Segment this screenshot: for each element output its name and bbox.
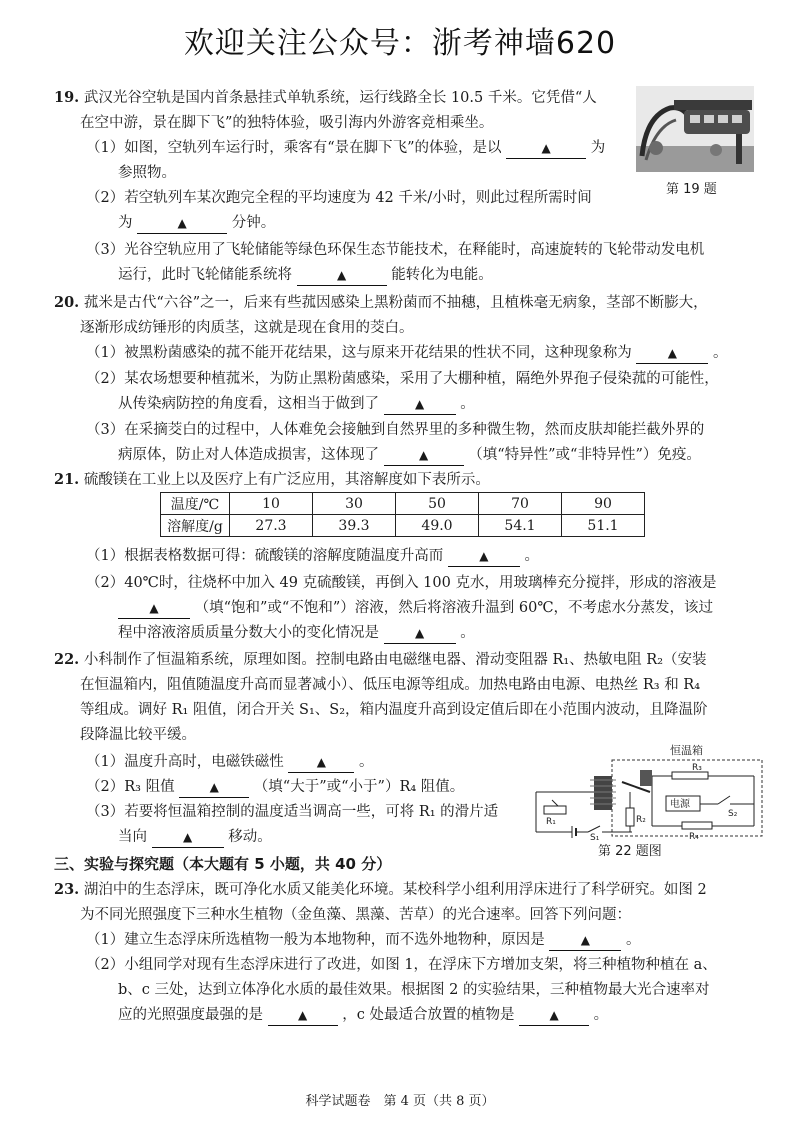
table-header-cell: 溶解度/g (161, 515, 230, 537)
q20-part3: （3）在采摘茭白的过程中，人体难免会接触到自然界里的多种微生物，然而皮肤却能拦截外界的 (86, 422, 705, 438)
q19-line1 (54, 88, 597, 108)
answer-blank[interactable]: ▲ (384, 394, 456, 415)
answer-blank[interactable]: ▲ (384, 623, 456, 644)
q21-part1: （1）根据表格数据可得：硫酸镁的溶解度随温度升高而 ▲ 。 (86, 546, 539, 567)
q19-number: 19. (54, 89, 80, 106)
svg-text:R₁: R₁ (546, 817, 556, 827)
q22-part2: （2）R₃ 阻值 ▲ （填“大于”或“小于”）R₄ 阻值。 (86, 777, 464, 798)
answer-blank[interactable]: ▲ (549, 930, 621, 951)
answer-blank[interactable]: ▲ (506, 138, 586, 159)
q21-part2-cont2: 程中溶液溶质质量分数大小的变化情况是 ▲ 。 (118, 623, 475, 644)
page-footer: 科学试题卷 第 4 页（共 8 页） (305, 1094, 495, 1109)
table-cell: 90 (562, 493, 645, 515)
table-cell: 54.1 (479, 515, 562, 537)
q21-part2: （2）40℃时，往烧杯中加入 49 克硫酸镁，再倒入 100 克水，用玻璃棒充分搅拌，形成的溶液是 (86, 575, 717, 591)
thermostat-circuit-diagram (532, 742, 770, 842)
answer-blank[interactable]: ▲ (519, 1005, 589, 1026)
q19-part3-cont: 运行，此时飞轮储能系统将 ▲ 能转化为电能。 (118, 265, 493, 286)
thermostat-box-label: 恒温箱 (670, 744, 703, 757)
page-header: 欢迎关注公众号：浙考神墙620 (183, 26, 617, 61)
answer-blank[interactable]: ▲ (118, 598, 190, 619)
q22-line4: 段降温比较平缓。 (80, 727, 196, 743)
q23-line2: 为不同光照强度下三种水生植物（金鱼藻、黑藻、苦草）的光合速率。回答下列问题： (80, 907, 631, 923)
q23-part2-cont: b、c 三处，达到立体净化水质的最佳效果。根据图 2 的实验结果，三种植物最大光合速率对 (118, 982, 710, 998)
q23-part1: （1）建立生态浮床所选植物一般为本地物种，而不选外地物种，原因是 ▲ 。 (86, 930, 640, 951)
table-cell: 49.0 (396, 515, 479, 537)
monorail-photo (636, 86, 754, 172)
table-cell: 39.3 (313, 515, 396, 537)
q20-part2: （2）某农场想要种植菰米，为防止黑粉菌感染，采用了大棚种植，隔绝外界孢子侵染菰的可能性， (86, 371, 719, 387)
q22-figure-caption: 第 22 题图 (598, 844, 662, 859)
q19-part2-cont: 为 ▲ 分钟。 (118, 213, 275, 234)
q20-part3-cont: 病原体，防止对人体造成损害，这体现了 ▲ （填“特异性”或“非特异性”）免疫。 (118, 445, 701, 466)
q19-part1-cont: 参照物。 (118, 165, 176, 181)
section-3-heading: 三、实验与探究题（本大题有 5 小题，共 40 分） (54, 855, 392, 873)
q22-part3-cont: 当向 ▲ 移动。 (118, 827, 272, 848)
q20-part2-cont: 从传染病防控的角度看，这相当于做到了 ▲ 。 (118, 394, 475, 415)
q21-part2-cont: ▲ （填“饱和”或“不饱和”）溶液，然后将溶液升温到 60℃，不考虑水分蒸发，该过 (118, 598, 713, 619)
q23-part2: （2）小组同学对现有生态浮床进行了改进，如图 1，在浮床下方增加支架，将三种植物种植在 a、 (86, 957, 717, 973)
svg-text:R₂: R₂ (636, 815, 646, 825)
table-cell: 30 (313, 493, 396, 515)
q19-part1: （1）如图，空轨列车运行时，乘客有“景在脚下飞”的体验，是以 ▲ 为 (86, 138, 605, 159)
q19-text: 武汉光谷空轨是国内首条悬挂式单轨系统，运行线路全长 10.5 千米。它凭借“人 (83, 90, 597, 106)
svg-text:R₄: R₄ (689, 832, 699, 842)
answer-blank[interactable]: ▲ (297, 265, 387, 286)
q19-figure-caption: 第 19 题 (666, 182, 717, 197)
answer-blank[interactable]: ▲ (268, 1005, 338, 1026)
answer-blank[interactable]: ▲ (448, 546, 520, 567)
power-source-label: 电源 (670, 799, 690, 810)
answer-blank[interactable]: ▲ (137, 213, 227, 234)
table-cell: 70 (479, 493, 562, 515)
answer-blank[interactable]: ▲ (636, 343, 708, 364)
q20-number: 20. (54, 294, 80, 311)
q20-part1: （1）被黑粉菌感染的菰不能开花结果，这与原来开花结果的性状不同，这种现象称为 ▲ 。 (86, 343, 727, 364)
table-row (161, 493, 645, 515)
q21-line1: 21. 硫酸镁在工业上以及医疗上有广泛应用，其溶解度如下表所示。 (54, 471, 490, 488)
table-cell: 51.1 (562, 515, 645, 537)
table-header-cell: 温度/℃ (161, 493, 230, 515)
answer-blank[interactable]: ▲ (384, 445, 464, 466)
solubility-table (160, 492, 645, 537)
q23-number: 23. (54, 881, 80, 898)
q22-part1: （1）温度升高时，电磁铁磁性 ▲ 。 (86, 752, 373, 773)
svg-text:R₃: R₃ (692, 763, 702, 773)
q19-part3: （3）光谷空轨应用了飞轮储能等绿色环保生态节能技术，在释能时，高速旋转的飞轮带动发电机 (86, 242, 705, 258)
q20-line1: 20. 菰米是古代“六谷”之一，后来有些菰因感染上黑粉菌而不抽穗，且植株毫无病象，茎部不断膨大， (54, 294, 708, 311)
q23-line1: 23. 湖泊中的生态浮床，既可净化水质又能美化环境。某校科学小组利用浮床进行了科学研究。如图 2 (54, 881, 707, 898)
answer-blank[interactable]: ▲ (288, 752, 354, 773)
answer-blank[interactable]: ▲ (179, 777, 249, 798)
q22-line2: 在恒温箱内，阻值随温度升高而显著减小）、低压电源等组成。加热电路由电源、电热丝 R₃ 和 R₄ (80, 677, 701, 693)
q20-line2: 逐渐形成纺锤形的肉质茎，这就是现在食用的茭白。 (80, 320, 414, 336)
q22-number: 22. (54, 651, 80, 668)
table-cell: 10 (230, 493, 313, 515)
q23-part2-cont2: 应的光照强度最强的是 ▲ ，c 处最适合放置的植物是 ▲ 。 (118, 1005, 608, 1026)
q21-number: 21. (54, 471, 80, 488)
table-cell: 27.3 (230, 515, 313, 537)
table-cell: 50 (396, 493, 479, 515)
svg-text:S₁: S₁ (590, 833, 600, 842)
q19-part2: （2）若空轨列车某次跑完全程的平均速度为 42 千米/小时，则此过程所需时间 (86, 190, 592, 206)
q22-line3: 等组成。调好 R₁ 阻值，闭合开关 S₁、S₂，箱内温度升高到设定值后即在小范围内波动，且降温阶 (80, 702, 708, 718)
q22-part3: （3）若要将恒温箱控制的温度适当调高一些，可将 R₁ 的滑片适 (86, 804, 499, 820)
table-row (161, 515, 645, 537)
q22-line1: 22. 小科制作了恒温箱系统，原理如图。控制电路由电磁继电器、滑动变阻器 R₁、热敏电阻 R₂（安装 (54, 651, 707, 668)
q19-line2: 在空中游，景在脚下飞”的独特体验，吸引海内外游客竞相乘坐。 (80, 115, 494, 131)
svg-text:S₂: S₂ (728, 809, 738, 819)
answer-blank[interactable]: ▲ (152, 827, 224, 848)
